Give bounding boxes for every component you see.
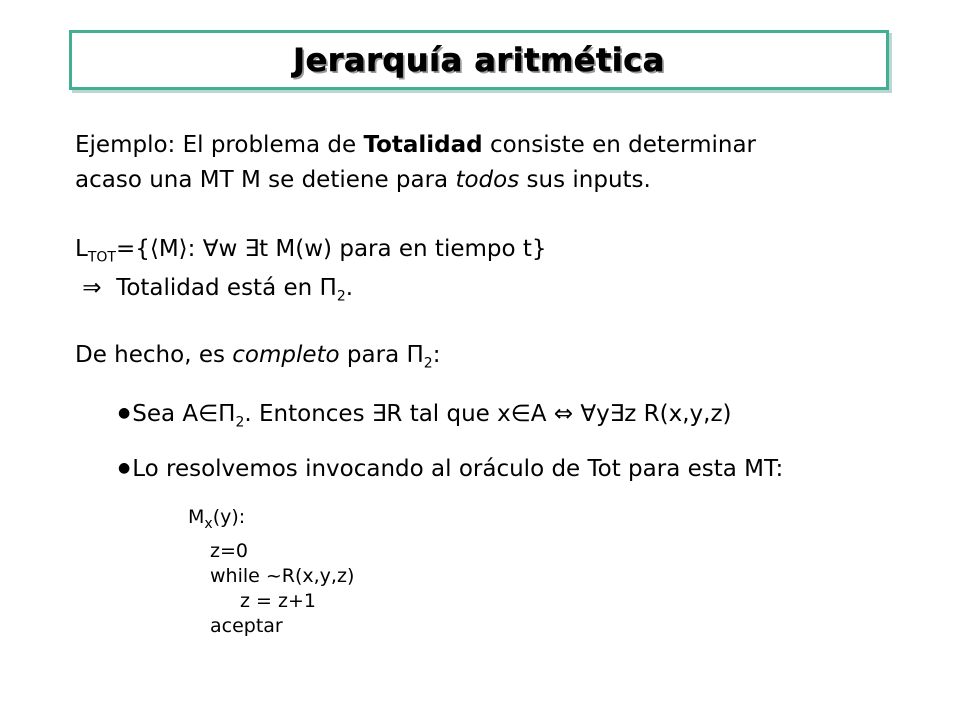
code-head-rest: (y):: [212, 506, 246, 528]
intro-text: acaso una MT M se detiene para: [75, 167, 456, 193]
bullet-1: [118, 398, 732, 429]
bullet-1-text-rest: . Entonces ∃R tal que x∈A ⇔ ∀y∃z R(x,y,z): [244, 401, 732, 427]
completo-italic: completo: [232, 342, 340, 368]
code-subscript: x: [204, 515, 213, 532]
code-header: [188, 505, 246, 532]
bullet-2-text: Lo resolvemos invocando al oráculo de Tot para esta MT:: [132, 456, 784, 482]
intro-text: Ejemplo: El problema de: [75, 132, 364, 158]
implies-line: [75, 273, 353, 303]
bullet-2: [118, 453, 783, 484]
code-line-4: aceptar: [210, 615, 283, 637]
complete-text: para Π: [339, 342, 424, 368]
totalidad-bold: Totalidad: [363, 132, 483, 158]
intro-line-2: [75, 165, 651, 195]
intro-line-1: [75, 130, 756, 160]
ltot-L: L: [75, 236, 88, 262]
title-box: [69, 30, 889, 90]
pi-subscript: 2: [423, 355, 433, 372]
pi-subscript: 2: [235, 414, 245, 431]
complete-line: [75, 340, 440, 370]
complete-end: :: [432, 342, 441, 368]
slide-title: Jerarquía aritmética: [293, 41, 665, 79]
ltot-subscript: TOT: [87, 249, 116, 266]
code-line-2: while ~R(x,y,z): [210, 565, 355, 587]
pi-subscript: 2: [336, 288, 346, 305]
code-line-1: z=0: [210, 540, 248, 562]
implies-text: ⇒ Totalidad está en Π: [75, 275, 337, 301]
complete-text: De hecho, es: [75, 342, 233, 368]
code-M: M: [188, 506, 205, 528]
intro-text: sus inputs.: [519, 167, 651, 193]
todos-italic: todos: [455, 167, 520, 193]
bullet-icon: ●: [118, 460, 131, 476]
bullet-1-text: Sea A∈Π: [132, 401, 236, 427]
ltot-definition: [75, 234, 547, 264]
intro-text: consiste en determinar: [482, 132, 757, 158]
code-line-3: z = z+1: [240, 590, 316, 612]
ltot-set: ={⟨M⟩: ∀w ∃t M(w) para en tiempo t}: [115, 236, 547, 262]
bullet-icon: ●: [118, 405, 131, 421]
implies-end: .: [345, 275, 354, 301]
